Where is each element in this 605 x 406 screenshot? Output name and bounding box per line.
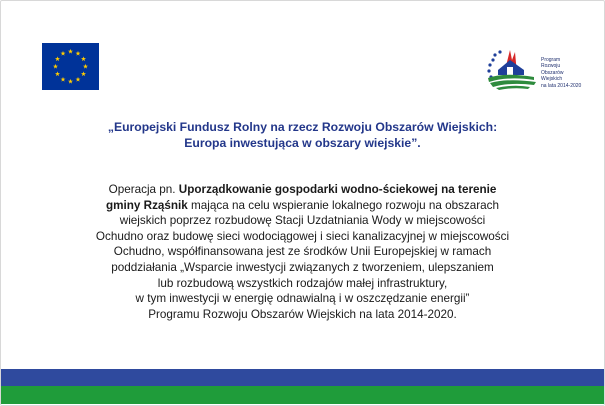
prow-text-line: na lata 2014-2020 (541, 82, 582, 89)
body-line-5: Ochudno, współfinansowana jest ze środków Unii Europejskiej w ramach (113, 245, 492, 259)
operation-title-part-2: gminy Rząśnik (105, 198, 188, 212)
body-text-segment: mająca na celu wspieranie lokalnego rozwoju na obszarach (187, 198, 500, 212)
body-line-9: Programu Rozwoju Obszarów Wiejskich na lata 2014-2020. (148, 307, 457, 321)
prow-logo-icon (484, 44, 540, 90)
prow-text-line: Rozwoju (541, 63, 561, 70)
prow-text-line: Wiejskich (541, 76, 563, 83)
body-line-6: poddziałania „Wsparcie inwestycji związanych z tworzeniem, ulepszaniem (111, 260, 494, 274)
headline-line-2: Europa inwestująca w obszary wiejskie”. (184, 135, 421, 150)
body-prefix: Operacja pn. (108, 183, 179, 196)
body-line-4: Ochudno oraz budowę sieci wodociągowej i sieci kanalizacyjnej w miejscowości (95, 229, 510, 243)
prow-logo-text (541, 57, 581, 89)
footer-stripe-blue (1, 369, 604, 386)
operation-description (0, 182, 605, 322)
footer-stripe-green (1, 386, 604, 404)
body-line-3: wiejskich poprzez rozbudowę Stacji Uzdatniania Wody w miejscowości (119, 214, 486, 228)
body-line-7: lub rozbudową wszystkich rodzajów małej infrastruktury, (157, 276, 448, 290)
body-line-2 (0, 198, 605, 214)
body-line-8: w tym inwestycji w energię odnawialną i w oszczędzanie energii” (135, 292, 470, 306)
headline-line-1: „Europejski Fundusz Rolny na rzecz Rozwoju Obszarów Wiejskich: (107, 120, 498, 134)
operation-title-part-1: Uporządkowanie gospodarki wodno-ściekowej na terenie (178, 183, 497, 196)
headline (0, 120, 605, 151)
prow-text-line: Obszarów (541, 69, 564, 76)
prow-text-line: Program (541, 57, 561, 63)
prow-logo (484, 44, 582, 90)
eu-flag-icon (42, 43, 99, 90)
body-line-1 (0, 182, 605, 198)
